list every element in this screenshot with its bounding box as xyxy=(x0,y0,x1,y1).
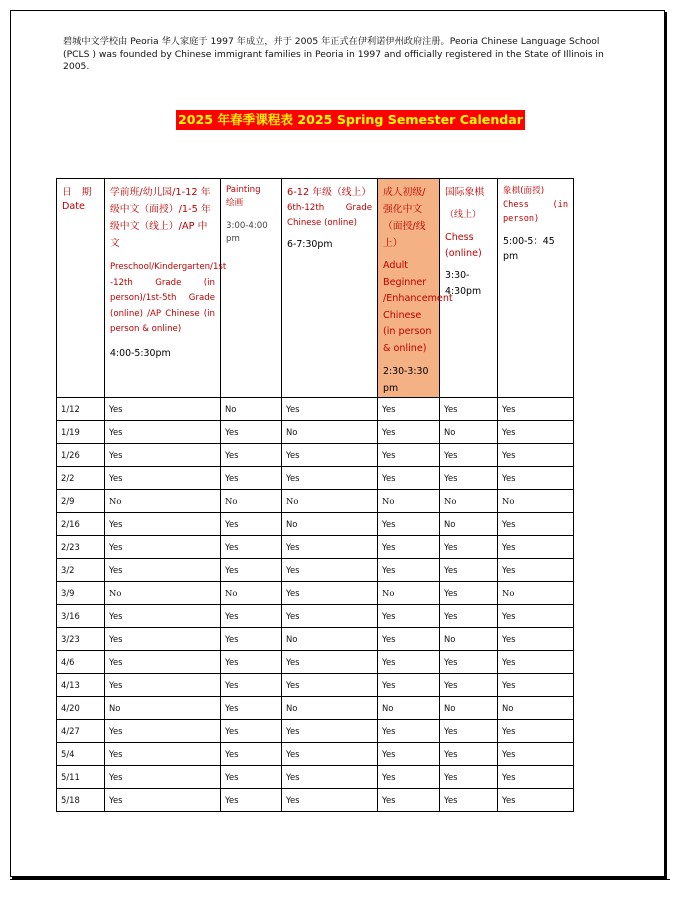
cell-date: 3/9 xyxy=(57,582,105,605)
cell-date: 5/18 xyxy=(57,789,105,812)
table-row xyxy=(57,467,574,490)
cell-grade6-12: No xyxy=(282,697,378,720)
table-row xyxy=(57,559,574,582)
cell-date: 2/2 xyxy=(57,467,105,490)
cell-grade6-12: Yes xyxy=(282,789,378,812)
cell-painting: No xyxy=(221,490,282,513)
cell-date: 4/27 xyxy=(57,720,105,743)
cell-painting: Yes xyxy=(221,444,282,467)
cell-grade6-12: Yes xyxy=(282,743,378,766)
header-chess-inperson-time: 5:00-5：45 pm xyxy=(503,236,555,262)
header-chinese-time: 4:00-5:30pm xyxy=(110,347,171,359)
cell-grade6-12: Yes xyxy=(282,720,378,743)
cell-adult: Yes xyxy=(378,720,440,743)
cell-chess-inperson: Yes xyxy=(498,398,574,421)
cell-chinese: No xyxy=(105,697,221,720)
cell-chinese: Yes xyxy=(105,651,221,674)
cell-chinese: Yes xyxy=(105,674,221,697)
cell-chinese: Yes xyxy=(105,513,221,536)
cell-chess-inperson: Yes xyxy=(498,444,574,467)
cell-date: 1/12 xyxy=(57,398,105,421)
cell-chess-online: Yes xyxy=(440,536,498,559)
cell-chess-online: Yes xyxy=(440,674,498,697)
header-chess-online xyxy=(440,179,498,398)
cell-chess-inperson: Yes xyxy=(498,559,574,582)
cell-painting: Yes xyxy=(221,467,282,490)
cell-date: 2/23 xyxy=(57,536,105,559)
cell-painting: Yes xyxy=(221,628,282,651)
cell-adult: Yes xyxy=(378,651,440,674)
cell-grade6-12: Yes xyxy=(282,536,378,559)
cell-adult: No xyxy=(378,697,440,720)
header-adult xyxy=(378,179,453,398)
cell-chess-inperson: Yes xyxy=(498,628,574,651)
cell-chinese: Yes xyxy=(105,766,221,789)
cell-chess-online: Yes xyxy=(440,559,498,582)
cell-chess-online: Yes xyxy=(440,582,498,605)
cell-date: 4/13 xyxy=(57,674,105,697)
header-chess-inperson-zh: 象棋(面授) xyxy=(503,186,545,196)
cell-chinese: Yes xyxy=(105,536,221,559)
cell-chess-online: Yes xyxy=(440,789,498,812)
cell-painting: Yes xyxy=(221,559,282,582)
cell-date: 3/2 xyxy=(57,559,105,582)
header-grade6-12 xyxy=(282,179,378,398)
cell-chess-online: Yes xyxy=(440,605,498,628)
cell-date: 4/20 xyxy=(57,697,105,720)
header-painting xyxy=(221,179,282,398)
cell-adult: Yes xyxy=(378,536,440,559)
cell-date: 1/19 xyxy=(57,421,105,444)
cell-chess-inperson: No xyxy=(498,490,574,513)
table-row xyxy=(57,398,574,421)
header-chess-online-mode: （线上） xyxy=(445,210,482,220)
cell-chess-online: Yes xyxy=(440,743,498,766)
cell-adult: Yes xyxy=(378,398,440,421)
cell-chess-inperson: Yes xyxy=(498,766,574,789)
cell-chinese: Yes xyxy=(105,628,221,651)
cell-adult: No xyxy=(378,490,440,513)
calendar-table xyxy=(56,178,574,812)
table-row xyxy=(57,743,574,766)
cell-painting: Yes xyxy=(221,743,282,766)
cell-chess-inperson: No xyxy=(498,582,574,605)
cell-chinese: No xyxy=(105,490,221,513)
table-row xyxy=(57,582,574,605)
cell-adult: Yes xyxy=(378,467,440,490)
header-adult-time: 2:30-3:30 pm xyxy=(383,366,429,394)
cell-chinese: Yes xyxy=(105,467,221,490)
cell-grade6-12: Yes xyxy=(282,467,378,490)
cell-chess-inperson: No xyxy=(498,697,574,720)
table-row xyxy=(57,651,574,674)
cell-date: 5/11 xyxy=(57,766,105,789)
header-chess-online-en: Chess (online) xyxy=(445,232,482,259)
cell-chess-online: No xyxy=(440,513,498,536)
cell-chinese: Yes xyxy=(105,398,221,421)
cell-adult: Yes xyxy=(378,605,440,628)
cell-painting: Yes xyxy=(221,789,282,812)
cell-grade6-12: Yes xyxy=(282,559,378,582)
header-painting-zh: 绘画 xyxy=(226,198,244,208)
header-row xyxy=(57,179,574,398)
cell-chess-online: Yes xyxy=(440,444,498,467)
cell-adult: Yes xyxy=(378,444,440,467)
table-row xyxy=(57,421,574,444)
cell-painting: No xyxy=(221,582,282,605)
cell-chinese: Yes xyxy=(105,421,221,444)
header-grade6-12-en: 6th-12th Grade Chinese (online) xyxy=(287,203,372,228)
cell-chinese: Yes xyxy=(105,720,221,743)
cell-grade6-12: No xyxy=(282,513,378,536)
cell-grade6-12: No xyxy=(282,421,378,444)
header-chess-inperson xyxy=(498,179,574,398)
cell-grade6-12: No xyxy=(282,628,378,651)
header-painting-time: 3:00-4:00 pm xyxy=(226,221,268,244)
cell-chess-online: Yes xyxy=(440,467,498,490)
cell-chess-inperson: Yes xyxy=(498,467,574,490)
footer-rule xyxy=(10,879,670,880)
cell-painting: Yes xyxy=(221,605,282,628)
cell-adult: Yes xyxy=(378,513,440,536)
cell-grade6-12: Yes xyxy=(282,398,378,421)
cell-grade6-12: Yes xyxy=(282,444,378,467)
cell-chess-inperson: Yes xyxy=(498,743,574,766)
cell-grade6-12: Yes xyxy=(282,766,378,789)
cell-adult: No xyxy=(378,582,440,605)
cell-chinese: Yes xyxy=(105,444,221,467)
cell-chinese: Yes xyxy=(105,789,221,812)
cell-chess-online: Yes xyxy=(440,720,498,743)
cell-date: 2/16 xyxy=(57,513,105,536)
cell-painting: No xyxy=(221,398,282,421)
cell-adult: Yes xyxy=(378,766,440,789)
cell-adult: Yes xyxy=(378,674,440,697)
header-date-en: Date xyxy=(62,201,85,212)
intro-paragraph: 碧城中文学校由 Peoria 华人家庭于 1997 年成立，并于 2005 年正式在伊利诺伊州政府注册。Peoria Chinese Language School (PCLS ) was founded by Chinese immigrant families in Peoria in 1997 and officially registered in the State of Illinois in 2005. xyxy=(63,36,604,72)
cell-chess-online: No xyxy=(440,490,498,513)
cell-adult: Yes xyxy=(378,743,440,766)
cell-chess-online: Yes xyxy=(440,398,498,421)
header-painting-en: Painting xyxy=(226,185,261,195)
cell-painting: Yes xyxy=(221,651,282,674)
cell-painting: Yes xyxy=(221,766,282,789)
table-row xyxy=(57,720,574,743)
cell-chess-inperson: Yes xyxy=(498,605,574,628)
cell-date: 5/4 xyxy=(57,743,105,766)
cell-chess-inperson: Yes xyxy=(498,513,574,536)
cell-adult: Yes xyxy=(378,789,440,812)
header-chess-online-zh: 国际象棋 xyxy=(445,187,485,198)
cell-chess-online: No xyxy=(440,628,498,651)
header-grade6-12-zh: 6-12 年级（线上） xyxy=(287,187,372,198)
cell-date: 2/9 xyxy=(57,490,105,513)
cell-chinese: No xyxy=(105,582,221,605)
cell-chinese: Yes xyxy=(105,559,221,582)
table-row xyxy=(57,513,574,536)
cell-chess-inperson: Yes xyxy=(498,421,574,444)
calendar-title: 2025 年春季课程表 2025 Spring Semester Calendar xyxy=(176,110,525,130)
header-chess-inperson-en: Chess (in person) xyxy=(503,200,568,224)
cell-painting: Yes xyxy=(221,674,282,697)
cell-chess-online: No xyxy=(440,697,498,720)
cell-chess-inperson: Yes xyxy=(498,536,574,559)
cell-date: 1/26 xyxy=(57,444,105,467)
cell-adult: Yes xyxy=(378,559,440,582)
table-row xyxy=(57,490,574,513)
cell-chinese: Yes xyxy=(105,605,221,628)
cell-date: 4/6 xyxy=(57,651,105,674)
header-chinese-zh: 学前班/幼儿园/1-12 年级中文（面授）/1-5 年级中文（线上）/AP 中文 xyxy=(110,187,211,249)
cell-chess-inperson: Yes xyxy=(498,651,574,674)
cell-chess-inperson: Yes xyxy=(498,674,574,697)
cell-painting: Yes xyxy=(221,697,282,720)
cell-grade6-12: No xyxy=(282,490,378,513)
cell-painting: Yes xyxy=(221,513,282,536)
header-adult-zh: 成人初级/强化中文（面授/线上） xyxy=(383,187,426,249)
cell-chess-online: No xyxy=(440,421,498,444)
cell-date: 3/23 xyxy=(57,628,105,651)
cell-grade6-12: Yes xyxy=(282,605,378,628)
header-chess-online-time: 3:30-4:30pm xyxy=(445,270,482,297)
calendar-body xyxy=(57,398,574,812)
cell-date: 3/16 xyxy=(57,605,105,628)
table-row xyxy=(57,697,574,720)
table-row xyxy=(57,628,574,651)
table-row xyxy=(57,605,574,628)
header-chinese-en: Preschool/Kindergarten/1st -12th Grade (in person)/1st-5th Grade (online) /AP Chinese (in person & online) xyxy=(110,262,227,334)
cell-chinese: Yes xyxy=(105,743,221,766)
header-chinese xyxy=(105,179,227,398)
table-row xyxy=(57,766,574,789)
cell-adult: Yes xyxy=(378,421,440,444)
table-row xyxy=(57,536,574,559)
cell-grade6-12: Yes xyxy=(282,582,378,605)
table-row xyxy=(57,789,574,812)
cell-adult: Yes xyxy=(378,628,440,651)
cell-painting: Yes xyxy=(221,421,282,444)
header-date-zh: 日 期 xyxy=(62,187,92,198)
cell-chess-inperson: Yes xyxy=(498,720,574,743)
cell-painting: Yes xyxy=(221,536,282,559)
table-row xyxy=(57,674,574,697)
cell-chess-online: Yes xyxy=(440,651,498,674)
table-row xyxy=(57,444,574,467)
cell-grade6-12: Yes xyxy=(282,674,378,697)
cell-painting: Yes xyxy=(221,720,282,743)
header-date xyxy=(57,179,105,398)
header-grade6-12-time: 6-7:30pm xyxy=(287,239,333,250)
cell-chess-online: Yes xyxy=(440,766,498,789)
header-adult-en: Adult Beginner /Enhancement Chinese (in person & online) xyxy=(383,260,453,354)
cell-chess-inperson: Yes xyxy=(498,789,574,812)
cell-grade6-12: Yes xyxy=(282,651,378,674)
